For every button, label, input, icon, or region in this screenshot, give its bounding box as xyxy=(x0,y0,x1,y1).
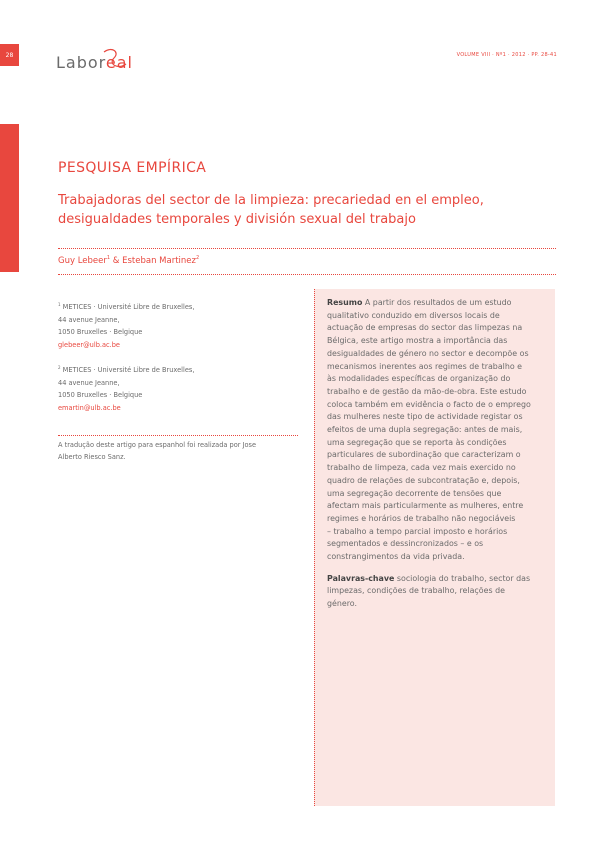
section-heading: PESQUISA EMPÍRICA xyxy=(58,160,207,176)
keywords: Palavras-chave sociologia do trabalho, sector das limpezas, condições de trabalho, relações de género. xyxy=(327,573,531,609)
volume-info: VOLUME VIII · Nº1 · 2012 · PP. 28-41 xyxy=(456,52,557,58)
authors: Guy Lebeer$^1$ & Esteban Martinez$^2$ xyxy=(58,255,200,266)
article-title xyxy=(58,191,538,229)
author-email[interactable]: glebeer@ulb.ac.be xyxy=(58,340,120,349)
abstract-label: Resumo xyxy=(327,298,363,307)
affiliation-1: $^1$ METICES · Université Libre de Bruxelles, 44 avenue Jeanne, 1050 Bruxelles · Belgique glebeer@ulb.ac.be xyxy=(58,299,268,351)
title-line: Trabajadoras del sector de la limpieza: precariedad en el empleo, xyxy=(58,193,484,208)
affiliation-2: $^2$ METICES · Université Libre de Bruxelles, 44 avenue Jeanne, 1050 Bruxelles · Belgique emartin@ulb.ac.be xyxy=(58,362,268,414)
journal-logo xyxy=(56,48,168,78)
divider xyxy=(58,248,556,249)
divider xyxy=(58,274,556,275)
keywords-label: Palavras-chave xyxy=(327,573,395,583)
side-accent-bar xyxy=(0,124,19,272)
logo-text: Laboreal xyxy=(56,53,133,72)
divider xyxy=(58,435,298,436)
page-number: 28 xyxy=(0,44,19,66)
translation-note: A tradução deste artigo para espanhol foi realizada por Jose Alberto Riesco Sanz. xyxy=(58,441,257,461)
author-email[interactable]: emartin@ulb.ac.be xyxy=(58,403,121,412)
title-line: desigualdades temporales y división sexual del trabajo xyxy=(58,212,416,227)
abstract-box: Resumo A partir dos resultados de um estudo qualitativo conduzido em diversos locais de actuação de empresas do sector das limpezas na Bélgica, este artigo mostra a importância das desigualdades de género no sector e decompõe os mecanismos inerentes aos regimes de trabalho e às modalidades específicas de organização do trabalho e de gestão da mão-de-obra. Este estudo coloca também em evidência o facto de o emprego das mulheres neste tipo de actividade registar os efeitos de uma dupla segregação: antes de mais, uma segregação que se reporta às condições particulares de subordinação que caracterizam o trabalho de limpeza, cada vez mais exercido no quadro de relações de subcontratação e, depois, uma segregação decorrente de tensões que afectam mais particularmente as mulheres, entre regimes e horários de trabalho não negociáveis – trabalho a tempo parcial imposto e horários segmentados e dessincronizados – e os constrangimentos da vida privada. Palavras-chave sociologia do trabalho, sector das limpezas, condições de trabalho, relações de género. xyxy=(314,289,555,806)
